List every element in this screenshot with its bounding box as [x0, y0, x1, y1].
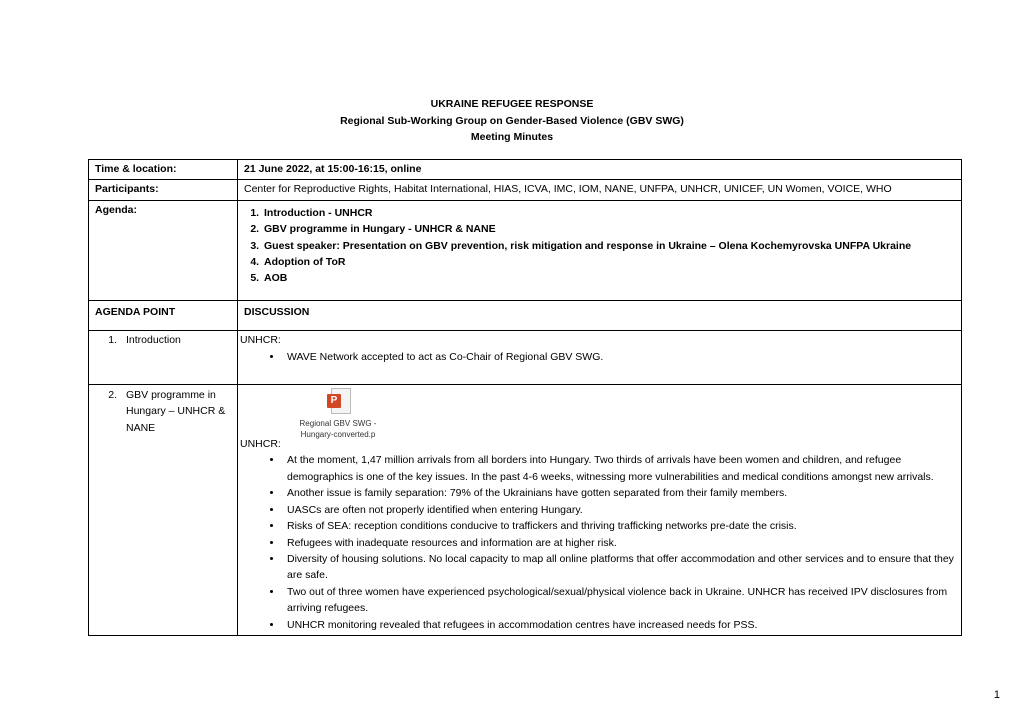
header-subtitle: Regional Sub-Working Group on Gender-Based Violence (GBV SWG) [340, 114, 684, 127]
agenda-point-cell [89, 385, 238, 636]
participants-row [89, 180, 962, 200]
agenda-item: 5. AOB [262, 270, 955, 286]
agenda-point-title: GBV programme in Hungary – UNHCR & NANE [126, 389, 226, 434]
header-doc-type: Meeting Minutes [470, 131, 554, 143]
bullet-item: • At the moment, 1,47 million arrivals from all borders into Hungary. Two thirds of arrivals have been women and children, and refugee demographics is one of the key issues. In the past 4-6 weeks, witnessing more vulnerabilities and medical conditions amongst new arrivals. [283, 452, 955, 485]
attachment-name-line2: Hungary-converted.p [300, 430, 376, 440]
agenda-row [89, 200, 962, 300]
speaker-label: UNHCR: [240, 438, 281, 451]
bullet-item: • Two out of three women have experienced psychological/sexual/physical violence back in Ukraine. UNHCR has received IPV disclosures from arriving refugees. [283, 584, 955, 617]
agenda-label: Agenda: [89, 200, 238, 300]
agenda-list [244, 205, 955, 287]
powerpoint-file-icon: P [327, 388, 349, 414]
minutes-table [88, 159, 962, 636]
participants-label: Participants: [89, 180, 238, 200]
discussion-cell [238, 331, 962, 385]
bullet-item: • UNHCR monitoring revealed that refugees in accommodation centres have increased needs for PSS. [283, 617, 955, 633]
agenda-point-title: Introduction [126, 334, 181, 347]
participants-value: Center for Reproductive Rights, Habitat International, HIAS, ICVA, IMC, IOM, NANE, UNFPA, UNHCR, UNICEF, UN Women, VOICE, WHO [238, 180, 962, 200]
bullet-item: • Risks of SEA: reception conditions conducive to traffickers and thriving trafficking networks pre-date the crisis. [283, 518, 955, 534]
bullet-item: • Diversity of housing solutions. No local capacity to map all online platforms that offer accommodation and other services and to ensure that they are safe. [283, 551, 955, 584]
bullet-item: • Refugees with inadequate resources and information are at higher risk. [283, 535, 955, 551]
embedded-attachment[interactable] [288, 388, 388, 440]
page-number: 1 [993, 689, 1000, 701]
bullet-item: • Another issue is family separation: 79% of the Ukrainians have gotten separated from their family members. [283, 485, 955, 501]
column-header-row [89, 300, 962, 330]
table-row [89, 385, 962, 636]
agenda-point-cell [89, 331, 238, 385]
agenda-item: 2. GBV programme in Hungary - UNHCR & NANE [262, 221, 955, 237]
attachment-name-line1: Regional GBV SWG - [299, 419, 377, 429]
discussion-header: DISCUSSION [238, 300, 962, 330]
time-location-row [89, 160, 962, 180]
agenda-item: 4. Adoption of ToR [262, 254, 955, 270]
agenda-item: 3. Guest speaker: Presentation on GBV prevention, risk mitigation and response in Ukraine – Olena Kochemyrovska UNFPA Ukraine [262, 238, 955, 254]
discussion-bullets [240, 452, 955, 632]
agenda-point-header: AGENDA POINT [89, 300, 238, 330]
agenda-point-number: 2. [108, 389, 117, 402]
bullet-item: • UASCs are often not properly identified when entering Hungary. [283, 502, 955, 518]
bullet-item: • WAVE Network accepted to act as Co-Chair of Regional GBV SWG. [283, 349, 955, 365]
time-location-value: 21 June 2022, at 15:00-16:15, online [238, 160, 962, 180]
header-title: UKRAINE REFUGEE RESPONSE [430, 98, 594, 110]
time-location-label: Time & location: [89, 160, 238, 180]
agenda-cell [238, 200, 962, 300]
document-header [0, 96, 1024, 146]
discussion-cell [238, 385, 962, 636]
speaker-label: UNHCR: [240, 334, 281, 347]
table-row [89, 331, 962, 385]
agenda-item: 1. Introduction - UNHCR [262, 205, 955, 221]
agenda-point-number: 1. [108, 334, 117, 347]
discussion-bullets [240, 349, 955, 365]
